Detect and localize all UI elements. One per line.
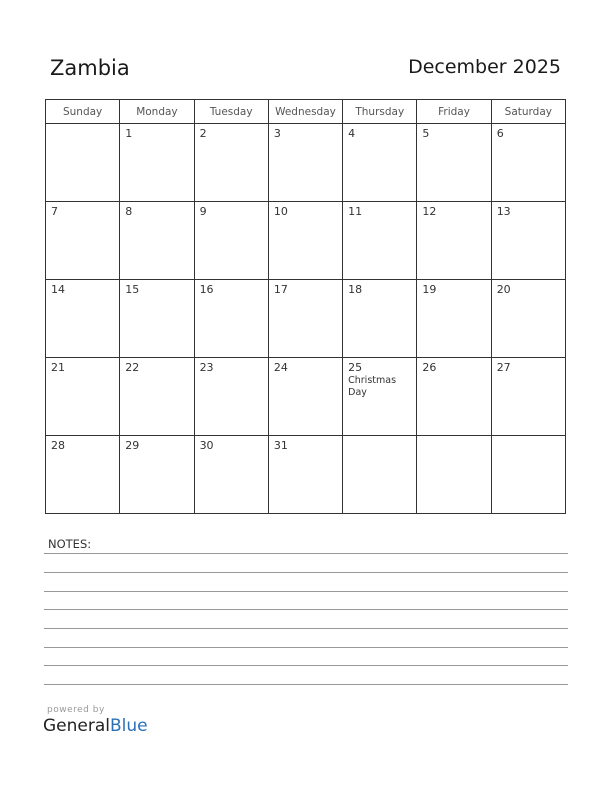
week-row	[46, 124, 566, 202]
brand-blue: Blue	[110, 716, 148, 736]
day-number: 8	[125, 205, 133, 218]
powered-by-text: powered by	[47, 705, 105, 715]
note-line	[44, 591, 568, 592]
day-number: 24	[273, 361, 288, 374]
day-cell	[268, 280, 342, 358]
day-number: 13	[496, 205, 511, 218]
day-cell	[120, 202, 194, 280]
day-number: 29	[125, 439, 140, 452]
note-line	[44, 609, 568, 610]
day-cell	[194, 124, 268, 202]
day-cell	[268, 358, 342, 436]
day-cell	[120, 436, 194, 514]
weekday-thursday: Thursday	[343, 100, 417, 124]
day-cell	[343, 436, 417, 514]
day-cell	[417, 124, 491, 202]
day-cell	[491, 436, 565, 514]
week-row	[46, 280, 566, 358]
week-row	[46, 202, 566, 280]
day-number: 12	[422, 205, 437, 218]
day-number: 6	[496, 127, 504, 140]
day-number: 15	[125, 283, 140, 296]
note-line	[44, 684, 568, 685]
weekday-header-row	[46, 100, 566, 124]
weekday-monday: Monday	[120, 100, 194, 124]
day-number: 10	[273, 205, 288, 218]
day-number: 21	[51, 361, 65, 374]
week-row	[46, 358, 566, 436]
day-number: 20	[496, 283, 511, 296]
day-cell	[46, 280, 120, 358]
note-line	[44, 647, 568, 648]
day-number: 25	[348, 361, 363, 374]
day-cell	[120, 280, 194, 358]
calendar-grid	[45, 99, 566, 514]
day-cell	[417, 436, 491, 514]
day-number: 14	[51, 283, 65, 296]
day-number: 23	[199, 361, 214, 374]
day-number: 11	[348, 205, 363, 218]
day-number: 28	[51, 439, 65, 452]
day-cell	[343, 280, 417, 358]
notes-label: NOTES:	[48, 537, 92, 551]
day-number: 26	[422, 361, 437, 374]
weekday-saturday: Saturday	[491, 100, 565, 124]
month-title: December 2025	[408, 56, 561, 78]
day-number: 4	[348, 127, 356, 140]
weekday-friday: Friday	[417, 100, 491, 124]
day-cell	[46, 202, 120, 280]
day-number: 2	[199, 127, 207, 140]
day-cell	[343, 202, 417, 280]
day-cell	[417, 358, 491, 436]
weekday-wednesday: Wednesday	[268, 100, 342, 124]
day-number: 30	[199, 439, 214, 452]
weekday-sunday: Sunday	[46, 100, 120, 124]
day-number: 5	[422, 127, 430, 140]
day-number: 27	[496, 361, 511, 374]
note-line	[44, 665, 568, 666]
day-cell	[46, 358, 120, 436]
day-number: 16	[199, 283, 214, 296]
day-cell	[491, 358, 565, 436]
day-cell	[343, 358, 417, 436]
day-number: 18	[348, 283, 363, 296]
note-line	[44, 553, 568, 554]
day-number: 17	[273, 283, 288, 296]
holiday-label: Christmas Day	[348, 375, 397, 398]
brand-general: General	[43, 716, 110, 736]
day-cell	[194, 358, 268, 436]
day-cell	[491, 124, 565, 202]
day-number: 22	[125, 361, 140, 374]
day-cell	[120, 358, 194, 436]
day-cell	[194, 436, 268, 514]
day-cell	[268, 124, 342, 202]
day-number: 3	[273, 127, 281, 140]
note-line	[44, 628, 568, 629]
country-title: Zambia	[50, 56, 130, 80]
day-cell	[417, 202, 491, 280]
day-cell	[194, 202, 268, 280]
day-cell	[194, 280, 268, 358]
week-row	[46, 436, 566, 514]
day-cell	[343, 124, 417, 202]
day-cell	[491, 202, 565, 280]
brand-logo	[43, 716, 148, 736]
day-cell	[120, 124, 194, 202]
day-number: 19	[422, 283, 437, 296]
day-cell	[268, 436, 342, 514]
day-cell	[268, 202, 342, 280]
day-number: 7	[51, 205, 58, 218]
day-cell	[46, 436, 120, 514]
day-number: 1	[125, 127, 133, 140]
day-cell	[417, 280, 491, 358]
day-number: 31	[273, 439, 288, 452]
weekday-tuesday: Tuesday	[194, 100, 268, 124]
day-cell	[46, 124, 120, 202]
day-number: 9	[199, 205, 207, 218]
note-line	[44, 572, 568, 573]
day-cell	[491, 280, 565, 358]
